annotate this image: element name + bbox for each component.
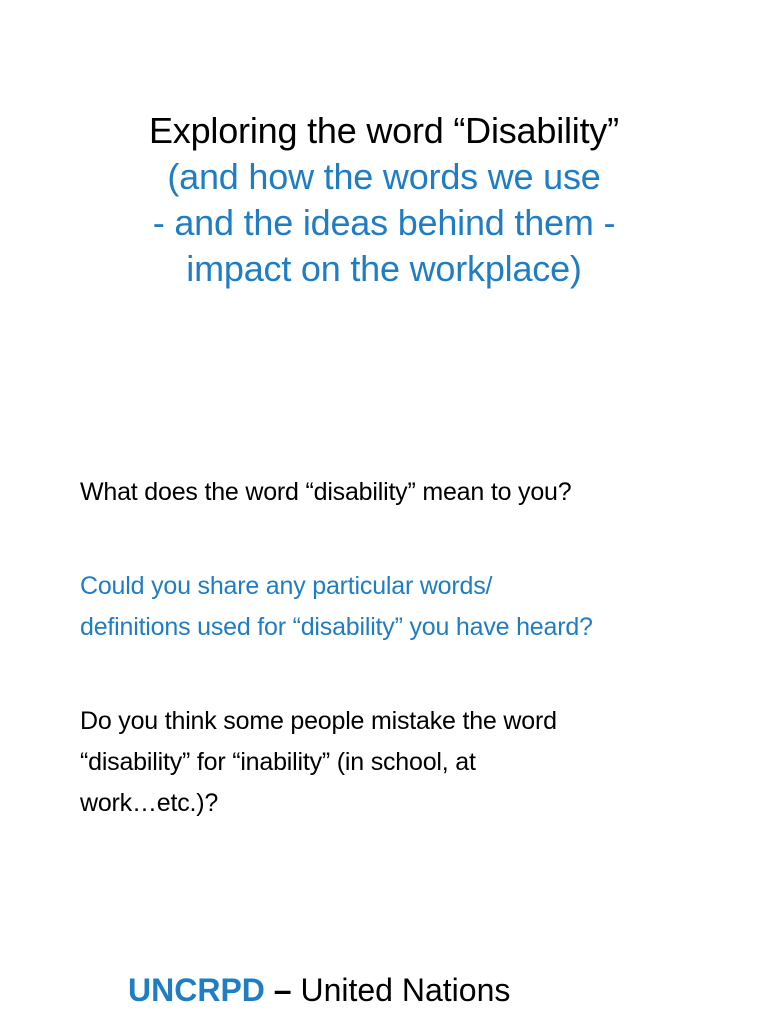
question-3-line-2: “disability” for “inability” (in school, at bbox=[80, 748, 476, 776]
uncrpd-acronym: UNCRPD bbox=[128, 972, 265, 1008]
question-1 bbox=[80, 472, 740, 513]
footer-uncrpd-heading bbox=[128, 966, 510, 1014]
question-2 bbox=[80, 566, 740, 648]
question-2-line-1: Could you share any particular words/ bbox=[80, 572, 493, 600]
question-3 bbox=[80, 701, 740, 824]
footer-text: United Nations bbox=[300, 972, 511, 1008]
question-1-line-1: What does the word “disability” mean to you? bbox=[80, 478, 572, 506]
question-2-line-2: definitions used for “disability” you have heard? bbox=[80, 613, 593, 641]
question-3-line-3: work…etc.)? bbox=[80, 789, 219, 817]
question-3-line-1: Do you think some people mistake the word bbox=[80, 707, 557, 735]
slide-title bbox=[0, 108, 768, 292]
title-main: Exploring the word “Disability” bbox=[149, 110, 619, 151]
title-subtitle-line-3: impact on the workplace) bbox=[186, 248, 582, 289]
title-subtitle-line-2: - and the ideas behind them - bbox=[152, 202, 616, 243]
footer-dash: – bbox=[264, 972, 301, 1008]
title-subtitle-line-1: (and how the words we use bbox=[167, 156, 601, 197]
